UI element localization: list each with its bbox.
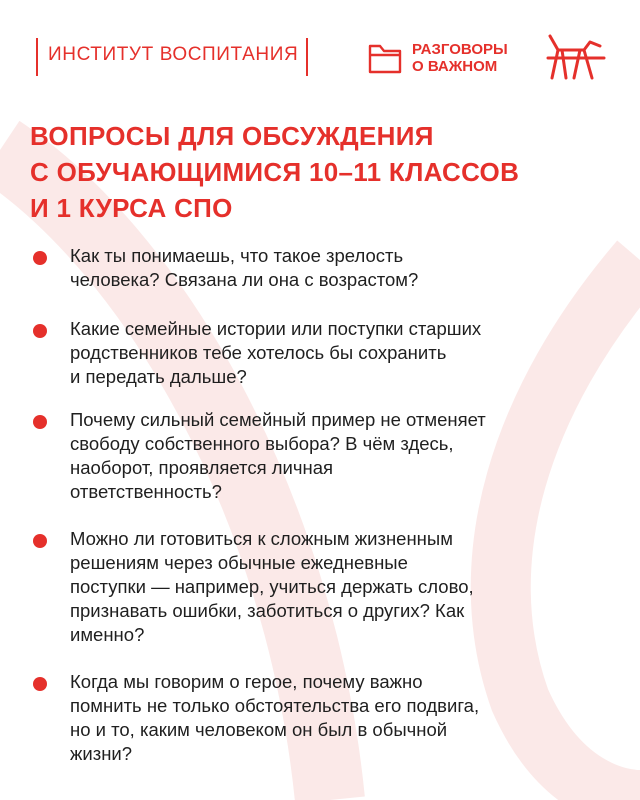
question-line: Как ты понимаешь, что такое зрелость xyxy=(70,245,404,266)
question-line: человека? Связана ли она с возрастом? xyxy=(70,269,419,290)
bullet-dot-icon xyxy=(33,251,47,265)
title-line: С ОБУЧАЮЩИМИСЯ 10–11 КЛАССОВ xyxy=(30,157,520,187)
bullet-dot-icon xyxy=(33,324,47,338)
question-line: и передать дальше? xyxy=(70,366,247,387)
question-line: свободу собственного выбора? В чём здесь, xyxy=(70,433,454,454)
question-line: жизни? xyxy=(70,743,133,764)
header xyxy=(0,0,640,110)
title-line: ВОПРОСЫ ДЛЯ ОБСУЖДЕНИЯ xyxy=(30,121,434,151)
question-line: родственников тебе хотелось бы сохранить xyxy=(70,342,447,363)
project-logo-text xyxy=(412,41,508,75)
question-line: Почему сильный семейный пример не отменяет xyxy=(70,409,486,430)
logo-line-2: О ВАЖНОМ xyxy=(412,58,498,75)
question-line: но и то, каким человеком он был в обычной xyxy=(70,719,448,740)
question-text xyxy=(70,670,610,766)
question-text xyxy=(70,527,610,647)
title-line: И 1 КУРСА СПО xyxy=(30,193,233,223)
logo-line-1: РАЗГОВОРЫ xyxy=(412,41,508,58)
question-line: поступки — например, учиться держать слово, xyxy=(70,576,474,597)
question-line: помнить не только обстоятельства его подвига, xyxy=(70,695,480,716)
question-line: Можно ли готовиться к сложным жизненным xyxy=(70,528,453,549)
bullet-dot-icon xyxy=(33,677,47,691)
question-text xyxy=(70,244,610,292)
question-line: Какие семейные истории или поступки старших xyxy=(70,318,482,339)
question-text xyxy=(70,408,610,504)
question-line: именно? xyxy=(70,624,145,645)
folder-icon xyxy=(368,40,402,74)
question-line: признавать ошибки, заботиться о других? Как xyxy=(70,600,465,621)
question-line: Когда мы говорим о герое, почему важно xyxy=(70,671,423,692)
question-line: наоборот, проявляется личная xyxy=(70,457,334,478)
horse-icon xyxy=(544,32,608,84)
bullet-dot-icon xyxy=(33,534,47,548)
institute-name: ИНСТИТУТ ВОСПИТАНИЯ xyxy=(48,44,299,65)
question-line: ответственность? xyxy=(70,481,222,502)
question-text xyxy=(70,317,610,389)
question-line: решениям через обычные ежедневные xyxy=(70,552,408,573)
divider-left xyxy=(36,38,38,76)
divider-right xyxy=(306,38,308,76)
page-title xyxy=(30,118,620,226)
bullet-dot-icon xyxy=(33,415,47,429)
